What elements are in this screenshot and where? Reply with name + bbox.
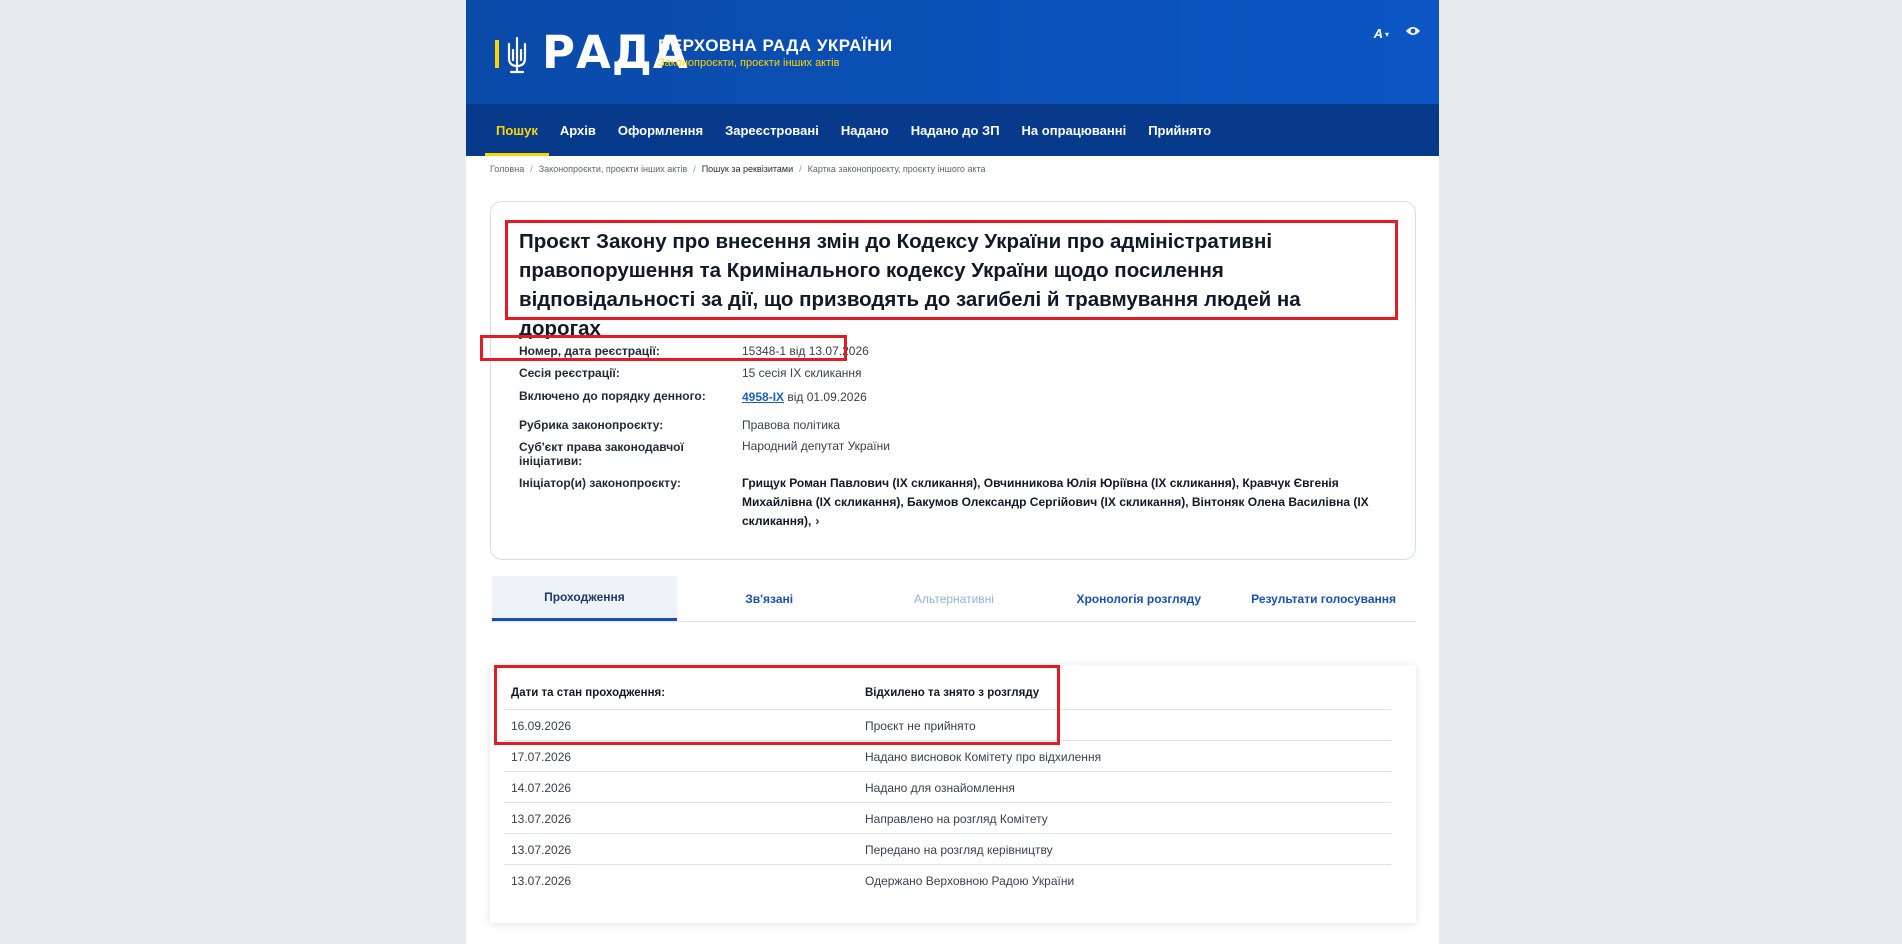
bill-card: [490, 201, 1416, 560]
nav-processing[interactable]: На опрацюванні: [1021, 122, 1127, 138]
table-row: [504, 864, 1391, 895]
table-row: [504, 833, 1391, 864]
page: [466, 0, 1439, 944]
breadcrumb-separator: /: [693, 164, 696, 174]
row-date: 17.07.2026: [511, 750, 572, 764]
site-subtitle: Законопроєкти, проєкти інших актів: [658, 57, 840, 69]
breadcrumb-separator: /: [530, 164, 533, 174]
font-size-button[interactable]: A ▾: [1373, 25, 1389, 41]
nav-archive[interactable]: Архів: [559, 122, 596, 138]
breadcrumb-bills[interactable]: Законопроєкти, проєкти інших актів: [538, 164, 688, 174]
tab-related[interactable]: Зв'язані: [745, 591, 794, 606]
session-value: 15 сесія IX скликання: [742, 366, 862, 380]
row-status: Одержано Верховною Радою України: [865, 874, 1075, 888]
row-date: 16.09.2026: [511, 719, 572, 733]
row-date: 13.07.2026: [511, 874, 572, 888]
initiators-value: Грищук Роман Павлович (IX скликання), Овчинникова Юлія Юріївна (IX скликання), Кравчук Євгенія Михайлівна (IX скликання), Бакумов Олександр Сергійович (IX скликання), Вінтоняк Олена Василівна (IX скликання),: [742, 476, 1369, 528]
row-status: Надано для ознайомлення: [865, 781, 1015, 795]
number-value: 15348-1 від 13.07.2026: [742, 344, 869, 358]
row-date: 14.07.2026: [511, 781, 572, 795]
breadcrumb-home[interactable]: Головна: [490, 164, 525, 174]
row-status: Направлено на розгляд Комітету: [865, 812, 1048, 826]
row-status: Передано на розгляд керівництву: [865, 843, 1053, 857]
number-label: Номер, дата реєстрації:: [519, 344, 660, 358]
tab-voting-results[interactable]: Результати голосування: [1251, 591, 1397, 606]
breadcrumb: [490, 164, 986, 174]
breadcrumb-separator: /: [799, 164, 802, 174]
number-highlight: [480, 335, 847, 361]
eye-icon[interactable]: [1405, 24, 1421, 42]
row-date: 13.07.2026: [511, 812, 572, 826]
rubric-value: Правова політика: [742, 418, 841, 432]
tab-alternative: Альтернативні: [914, 591, 994, 606]
status-highlight: [494, 665, 1060, 745]
row-status: Надано висновок Комітету про відхилення: [865, 750, 1102, 764]
chevron-right-icon[interactable]: ›: [815, 514, 820, 528]
site-title[interactable]: ВЕРХОВНА РАДА УКРАЇНИ: [658, 36, 893, 55]
nav-adopted[interactable]: Прийнято: [1148, 122, 1212, 138]
nav-registered[interactable]: Зареєстровані: [725, 122, 819, 138]
session-label: Сесія реєстрації:: [519, 366, 620, 380]
subject-label: Суб'єкт права законодавчої ініціативи:: [519, 440, 684, 468]
agenda-label: Включено до порядку денного:: [519, 389, 706, 403]
breadcrumb-search[interactable]: Пошук за реквізитами: [701, 164, 794, 174]
table-row: [504, 802, 1391, 833]
passage-header-state: Відхилено та знято з розгляду: [865, 687, 1040, 699]
nav-provided-zp[interactable]: Надано до ЗП: [910, 122, 1000, 138]
chevron-down-icon: ▾: [1384, 29, 1389, 39]
trident-icon[interactable]: [495, 36, 530, 76]
breadcrumb-current: Картка законопроєкту, проєкту іншого акта: [807, 164, 986, 174]
agenda-link[interactable]: 4958-IX: [742, 390, 785, 404]
initiators-label: Ініціатор(и) законопроєкту:: [519, 476, 681, 490]
row-date: 13.07.2026: [511, 843, 572, 857]
bill-title: Проєкт Закону про внесення змін до Кодексу України про адміністративні правопорушення та Кримінального кодексу України щодо посилення відповідальності за дії, що призводять до загибелі й травмування людей на дорогах: [505, 220, 1398, 320]
agenda-date: від 01.09.2026: [787, 390, 867, 404]
passage-header-dates: Дати та стан проходження:: [511, 687, 666, 699]
tab-passage[interactable]: Проходження: [492, 576, 677, 621]
rubric-label: Рубрика законопроєкту:: [519, 418, 664, 432]
logo-word[interactable]: РАДА: [542, 26, 689, 79]
subject-value: Народний депутат України: [742, 439, 890, 453]
nav-provided[interactable]: Надано: [840, 122, 889, 138]
table-row: [504, 771, 1391, 802]
row-status: Проєкт не прийнято: [865, 719, 976, 733]
main-nav: [466, 104, 1439, 156]
site-header: [466, 0, 1439, 104]
tab-chronology[interactable]: Хронологія розгляду: [1076, 591, 1202, 606]
nav-drafting[interactable]: Оформлення: [617, 122, 704, 138]
bill-tabs: [492, 576, 1416, 622]
nav-search[interactable]: Пошук: [485, 104, 549, 156]
